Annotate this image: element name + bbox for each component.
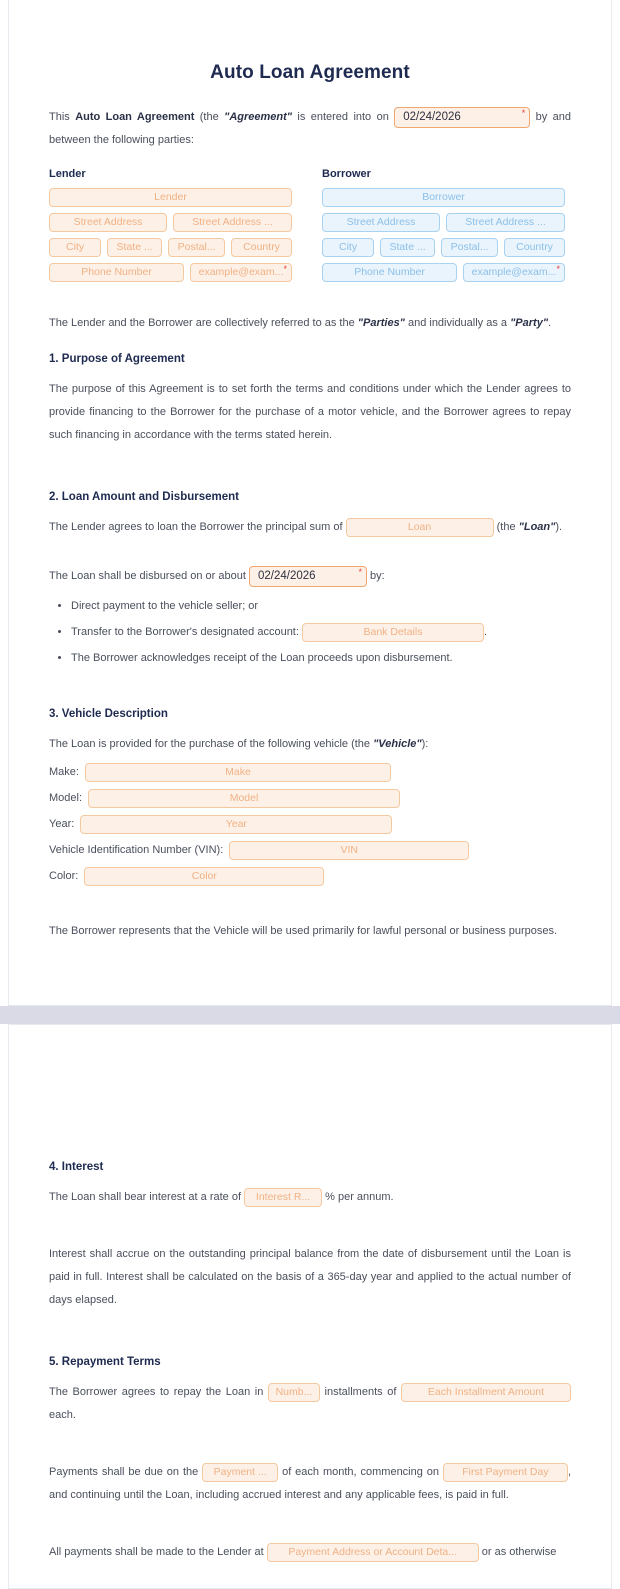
agreement-date-field[interactable] bbox=[394, 107, 530, 128]
lender-locale-row bbox=[49, 238, 292, 257]
payment-destination-paragraph bbox=[49, 1541, 571, 1564]
borrower-street-row bbox=[322, 213, 565, 232]
disbursement-date-field[interactable] bbox=[249, 566, 367, 587]
vehicle-model-label: Model: bbox=[49, 792, 83, 804]
list-item bbox=[71, 594, 571, 618]
vehicle-color-label: Color: bbox=[49, 870, 79, 882]
list-item bbox=[71, 620, 571, 644]
disbursement-paragraph bbox=[49, 565, 571, 588]
borrower-city-field[interactable]: City bbox=[322, 238, 374, 257]
payment-text-3: , and continuing until the Loan, including accrued interest and any applicable fees, is paid in full. bbox=[49, 1466, 571, 1501]
required-asterisk-icon: * bbox=[283, 264, 287, 274]
borrower-contact-row bbox=[322, 263, 565, 282]
intro-text-4: by and between the following parties: bbox=[49, 111, 571, 146]
vehicle-year-field[interactable]: Year bbox=[80, 815, 392, 834]
lender-contact-row bbox=[49, 263, 292, 282]
payment-day-field[interactable]: Payment ... bbox=[202, 1463, 278, 1482]
bullet-1-text: Direct payment to the vehicle seller; or bbox=[71, 600, 259, 612]
vehicle-model-field[interactable]: Model bbox=[88, 789, 400, 808]
lender-postal-field[interactable]: Postal... bbox=[168, 238, 225, 257]
parties-quoted: "Parties" bbox=[357, 317, 405, 329]
document-page-1 bbox=[8, 0, 612, 1006]
disbursement-text-2: by: bbox=[366, 570, 385, 582]
vehicle-use-paragraph: The Borrower represents that the Vehicle will be used primarily for lawful personal or business purposes. bbox=[49, 925, 558, 937]
bullet-3-text: The Borrower acknowledges receipt of the Loan proceeds upon disbursement. bbox=[71, 652, 453, 664]
borrower-country-field[interactable]: Country bbox=[504, 238, 565, 257]
intro-paragraph bbox=[49, 106, 571, 152]
vehicle-make-row bbox=[49, 762, 571, 782]
installments-text-3: each. bbox=[49, 1409, 76, 1421]
interest-rate-field[interactable]: Interest R... bbox=[244, 1188, 322, 1207]
borrower-name-field[interactable]: Borrower bbox=[322, 188, 565, 207]
payment-schedule-paragraph bbox=[49, 1461, 571, 1507]
lender-street-row bbox=[49, 213, 292, 232]
lender-country-field[interactable]: Country bbox=[231, 238, 292, 257]
party-quoted: "Party" bbox=[510, 317, 549, 329]
vehicle-vin-label: Vehicle Identification Number (VIN): bbox=[49, 844, 224, 856]
lender-street1-field[interactable]: Street Address bbox=[49, 213, 167, 232]
interest-accrual-paragraph: Interest shall accrue on the outstanding principal balance from the date of disbursement until the Loan is paid in full. Interest shall be calculated on the basis of a 365-day year and applied to the actual number of days elapsed. bbox=[49, 1248, 571, 1306]
vehicle-intro-text-1: The Loan is provided for the purchase of the following vehicle (the bbox=[49, 738, 374, 750]
bullet-2-text-1: Transfer to the Borrower's designated account: bbox=[71, 626, 302, 638]
lender-name-row bbox=[49, 188, 292, 207]
disbursement-date-value: 02/24/2026 bbox=[257, 569, 316, 582]
lender-city-field[interactable]: City bbox=[49, 238, 101, 257]
intro-text-3: is entered into on bbox=[292, 111, 395, 123]
vehicle-vin-field[interactable]: VIN bbox=[229, 841, 469, 860]
installments-text-2: installments of bbox=[319, 1386, 401, 1398]
borrower-block bbox=[322, 168, 565, 288]
bank-details-field[interactable]: Bank Details bbox=[302, 623, 484, 642]
lender-phone-field[interactable]: Phone Number bbox=[49, 263, 184, 282]
payment-dest-text-2: or as otherwise bbox=[478, 1546, 557, 1558]
vehicle-quoted: "Vehicle" bbox=[373, 738, 422, 750]
installments-paragraph bbox=[49, 1381, 571, 1427]
agreement-quoted: "Agreement" bbox=[224, 111, 292, 123]
interest-text-1: The Loan shall bear interest at a rate of bbox=[49, 1191, 245, 1203]
parties-text-1: The Lender and the Borrower are collectively referred to as the bbox=[49, 317, 358, 329]
vehicle-color-field[interactable]: Color bbox=[84, 867, 324, 886]
lender-email-field[interactable] bbox=[190, 263, 292, 282]
payment-text-1: Payments shall be due on the bbox=[49, 1466, 203, 1478]
section-1-body: The purpose of this Agreement is to set forth the terms and conditions under which the Lender agrees to provide financing to the Borrower for the purchase of a motor vehicle, and the Borrower agrees to repay such financing in accordance with the terms stated herein. bbox=[49, 383, 571, 441]
vehicle-model-row bbox=[49, 788, 571, 808]
payment-dest-text-1: All payments shall be made to the Lender at bbox=[49, 1546, 267, 1558]
section-3-heading: 3. Vehicle Description bbox=[49, 708, 168, 720]
borrower-street2-field[interactable]: Street Address ... bbox=[446, 213, 565, 232]
vehicle-intro-paragraph bbox=[49, 733, 571, 756]
page-title: Auto Loan Agreement bbox=[210, 62, 410, 83]
parties-text-3: . bbox=[548, 317, 552, 329]
vehicle-year-row bbox=[49, 814, 571, 834]
borrower-postal-field[interactable]: Postal... bbox=[441, 238, 498, 257]
vehicle-make-field[interactable]: Make bbox=[85, 763, 391, 782]
lender-block bbox=[49, 168, 292, 288]
vehicle-make-label: Make: bbox=[49, 766, 79, 778]
vehicle-color-row bbox=[49, 866, 571, 886]
disbursement-bullets bbox=[49, 594, 571, 670]
lender-name-field[interactable]: Lender bbox=[49, 188, 292, 207]
parties-text-2: and individually as a bbox=[404, 317, 511, 329]
borrower-street1-field[interactable]: Street Address bbox=[322, 213, 440, 232]
document-page-2 bbox=[8, 1024, 612, 1589]
agreement-term: Auto Loan Agreement bbox=[75, 111, 195, 123]
borrower-name-row bbox=[322, 188, 565, 207]
intro-text-1: This bbox=[49, 111, 76, 123]
section-4-heading: 4. Interest bbox=[49, 1161, 104, 1173]
loan-amount-field[interactable]: Loan bbox=[346, 518, 494, 537]
payment-address-field[interactable]: Payment Address or Account Deta... bbox=[267, 1543, 479, 1562]
lender-heading: Lender bbox=[49, 168, 86, 180]
section-1-heading: 1. Purpose of Agreement bbox=[49, 353, 185, 365]
interest-text-2: % per annum. bbox=[322, 1191, 394, 1203]
loan-principal-paragraph bbox=[49, 516, 571, 539]
installments-text-1: The Borrower agrees to repay the Loan in bbox=[49, 1386, 268, 1398]
required-asterisk-icon: * bbox=[358, 566, 362, 577]
list-item bbox=[71, 646, 571, 670]
first-payment-day-field[interactable]: First Payment Day bbox=[443, 1463, 568, 1482]
loan-text-2: (the bbox=[493, 521, 519, 533]
installment-count-field[interactable]: Numb... bbox=[268, 1383, 320, 1402]
loan-quoted: "Loan" bbox=[518, 521, 556, 533]
disbursement-text-1: The Loan shall be disbursed on or about bbox=[49, 570, 249, 582]
section-5-heading: 5. Repayment Terms bbox=[49, 1356, 161, 1368]
agreement-date-value: 02/24/2026 bbox=[403, 110, 461, 123]
loan-text-1: The Lender agrees to loan the Borrower the principal sum of bbox=[49, 521, 346, 533]
section-2-heading: 2. Loan Amount and Disbursement bbox=[49, 491, 239, 503]
lender-email-placeholder: example@exam... bbox=[198, 266, 284, 278]
lender-street2-field[interactable]: Street Address ... bbox=[173, 213, 292, 232]
lender-state-field[interactable]: State ... bbox=[107, 238, 162, 257]
borrower-phone-field[interactable]: Phone Number bbox=[322, 263, 457, 282]
required-asterisk-icon: * bbox=[521, 107, 526, 118]
parties-container bbox=[49, 168, 571, 288]
required-asterisk-icon: * bbox=[556, 264, 560, 274]
borrower-locale-row bbox=[322, 238, 565, 257]
page-break-divider bbox=[0, 1006, 620, 1024]
vehicle-year-label: Year: bbox=[49, 818, 75, 830]
vehicle-intro-text-2: ): bbox=[421, 738, 429, 750]
interest-rate-paragraph bbox=[49, 1186, 571, 1209]
borrower-state-field[interactable]: State ... bbox=[380, 238, 435, 257]
bullet-2-text-2: . bbox=[483, 626, 488, 638]
borrower-email-field[interactable] bbox=[463, 263, 565, 282]
borrower-email-placeholder: example@exam... bbox=[471, 266, 557, 278]
intro-text-2: (the bbox=[194, 111, 225, 123]
parties-definition-paragraph bbox=[49, 312, 571, 335]
payment-text-2: of each month, commencing on bbox=[278, 1466, 443, 1478]
borrower-heading: Borrower bbox=[322, 168, 371, 180]
vehicle-vin-row bbox=[49, 840, 571, 860]
installment-amount-field[interactable]: Each Installment Amount bbox=[401, 1383, 571, 1402]
loan-text-3: ). bbox=[555, 521, 563, 533]
